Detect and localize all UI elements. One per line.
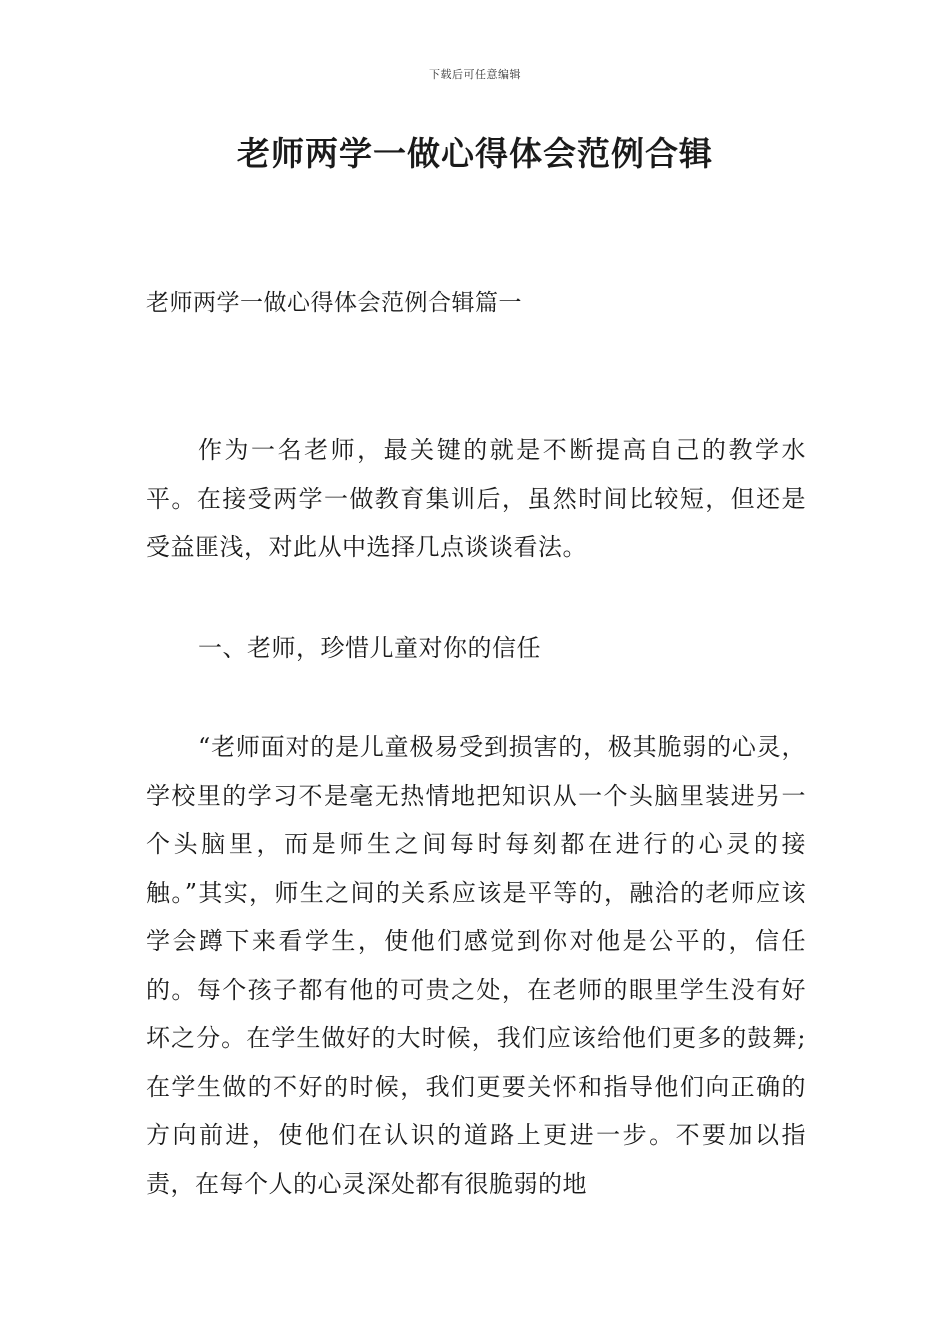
header-note: 下载后可任意编辑 [429, 68, 521, 81]
paragraph-intro: 作为一名老师，最关键的就是不断提高自己的教学水平。在接受两学一做教育集训后，虽然时间比较短，但还是受益匪浅，对此从中选择几点谈谈看法。 [146, 436, 806, 561]
document-title: 老师两学一做心得体会范例合辑 [237, 134, 713, 173]
subheading-point-one: 一、老师，珍惜儿童对你的信任 [198, 634, 541, 662]
paragraph-point-one: “老师面对的是儿童极易受到损害的，极其脆弱的心灵，学校里的学习不是毫无热情地把知识从一个头脑里装进另一个头脑里，而是师生之间每时每刻都在进行的心灵的接触。”其实，师生之间的关系应该是平等的，融洽的老师应该学会蹲下来看学生，使他们感觉到你对他是公平的，信任的。每个孩子都有他的可贵之处，在老师的眼里学生没有好坏之分。在学生做好的大时候，我们应该给他们更多的鼓舞;在学生做的不好的时候，我们更要关怀和指导他们向正确的方向前进，使他们在认识的道路上更进一步。不要加以指责，在每个人的心灵深处都有很脆弱的地 [146, 733, 806, 1198]
section-heading: 老师两学一做心得体会范例合辑篇一 [146, 290, 522, 316]
